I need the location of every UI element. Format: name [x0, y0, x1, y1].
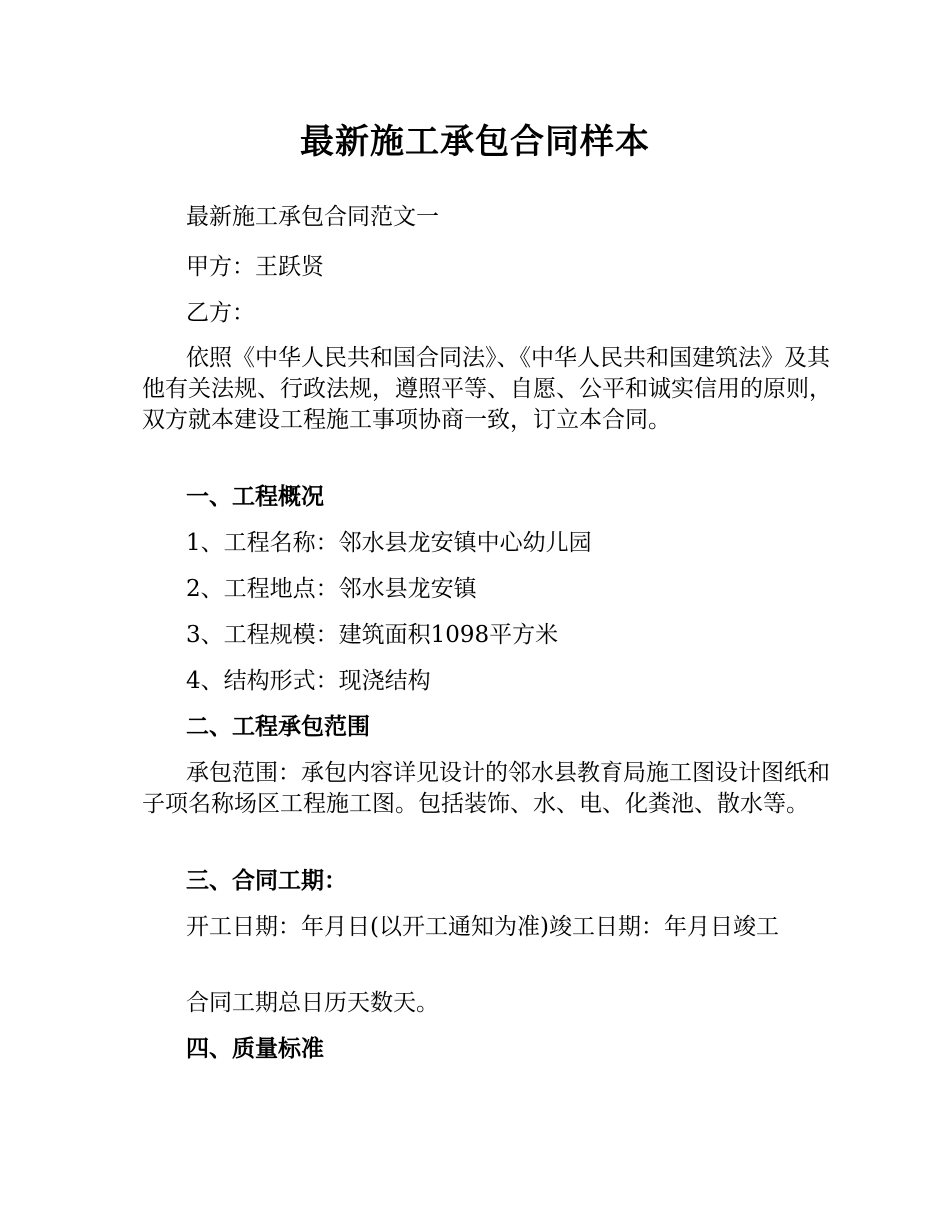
- section-heading-overview: 一、工程概况: [186, 484, 324, 510]
- paragraph-project-location: 2、工程地点：邻水县龙安镇: [186, 576, 477, 602]
- paragraph-contract-subtitle: 最新施工承包合同范文一: [186, 204, 439, 230]
- section-heading-scope: 二、工程承包范围: [186, 714, 370, 740]
- paragraph-total-days: 合同工期总日历天数天。: [186, 990, 439, 1016]
- paragraph-preamble: 依照《中华人民共和国合同法》、《中华人民共和国建筑法》及其他有关法规、行政法规，遵照平等、自愿、公平和诚实信用的原则，双方就本建设工程施工事项协商一致，订立本合同。: [142, 345, 832, 433]
- paragraph-contract-scope: 承包范围：承包内容详见设计的邻水县教育局施工图设计图纸和子项名称场区工程施工图。包括装饰、水、电、化粪池、散水等。: [142, 760, 830, 817]
- paragraph-party-a: 甲方：王跃贤: [186, 254, 324, 280]
- paragraph-project-name: 1、工程名称：邻水县龙安镇中心幼儿园: [186, 530, 592, 556]
- paragraph-party-b: 乙方：: [186, 300, 255, 326]
- paragraph-start-end-dates: 开工日期：年月日(以开工通知为准)竣工日期：年月日竣工: [186, 914, 779, 940]
- document-title: 最新施工承包合同样本: [300, 122, 650, 162]
- section-heading-duration: 三、合同工期：: [186, 868, 347, 894]
- paragraph-project-scale: 3、工程规模：建筑面积1098平方米: [186, 622, 559, 648]
- paragraph-structure-form: 4、结构形式：现浇结构: [186, 668, 431, 694]
- section-heading-quality: 四、质量标准: [186, 1036, 324, 1062]
